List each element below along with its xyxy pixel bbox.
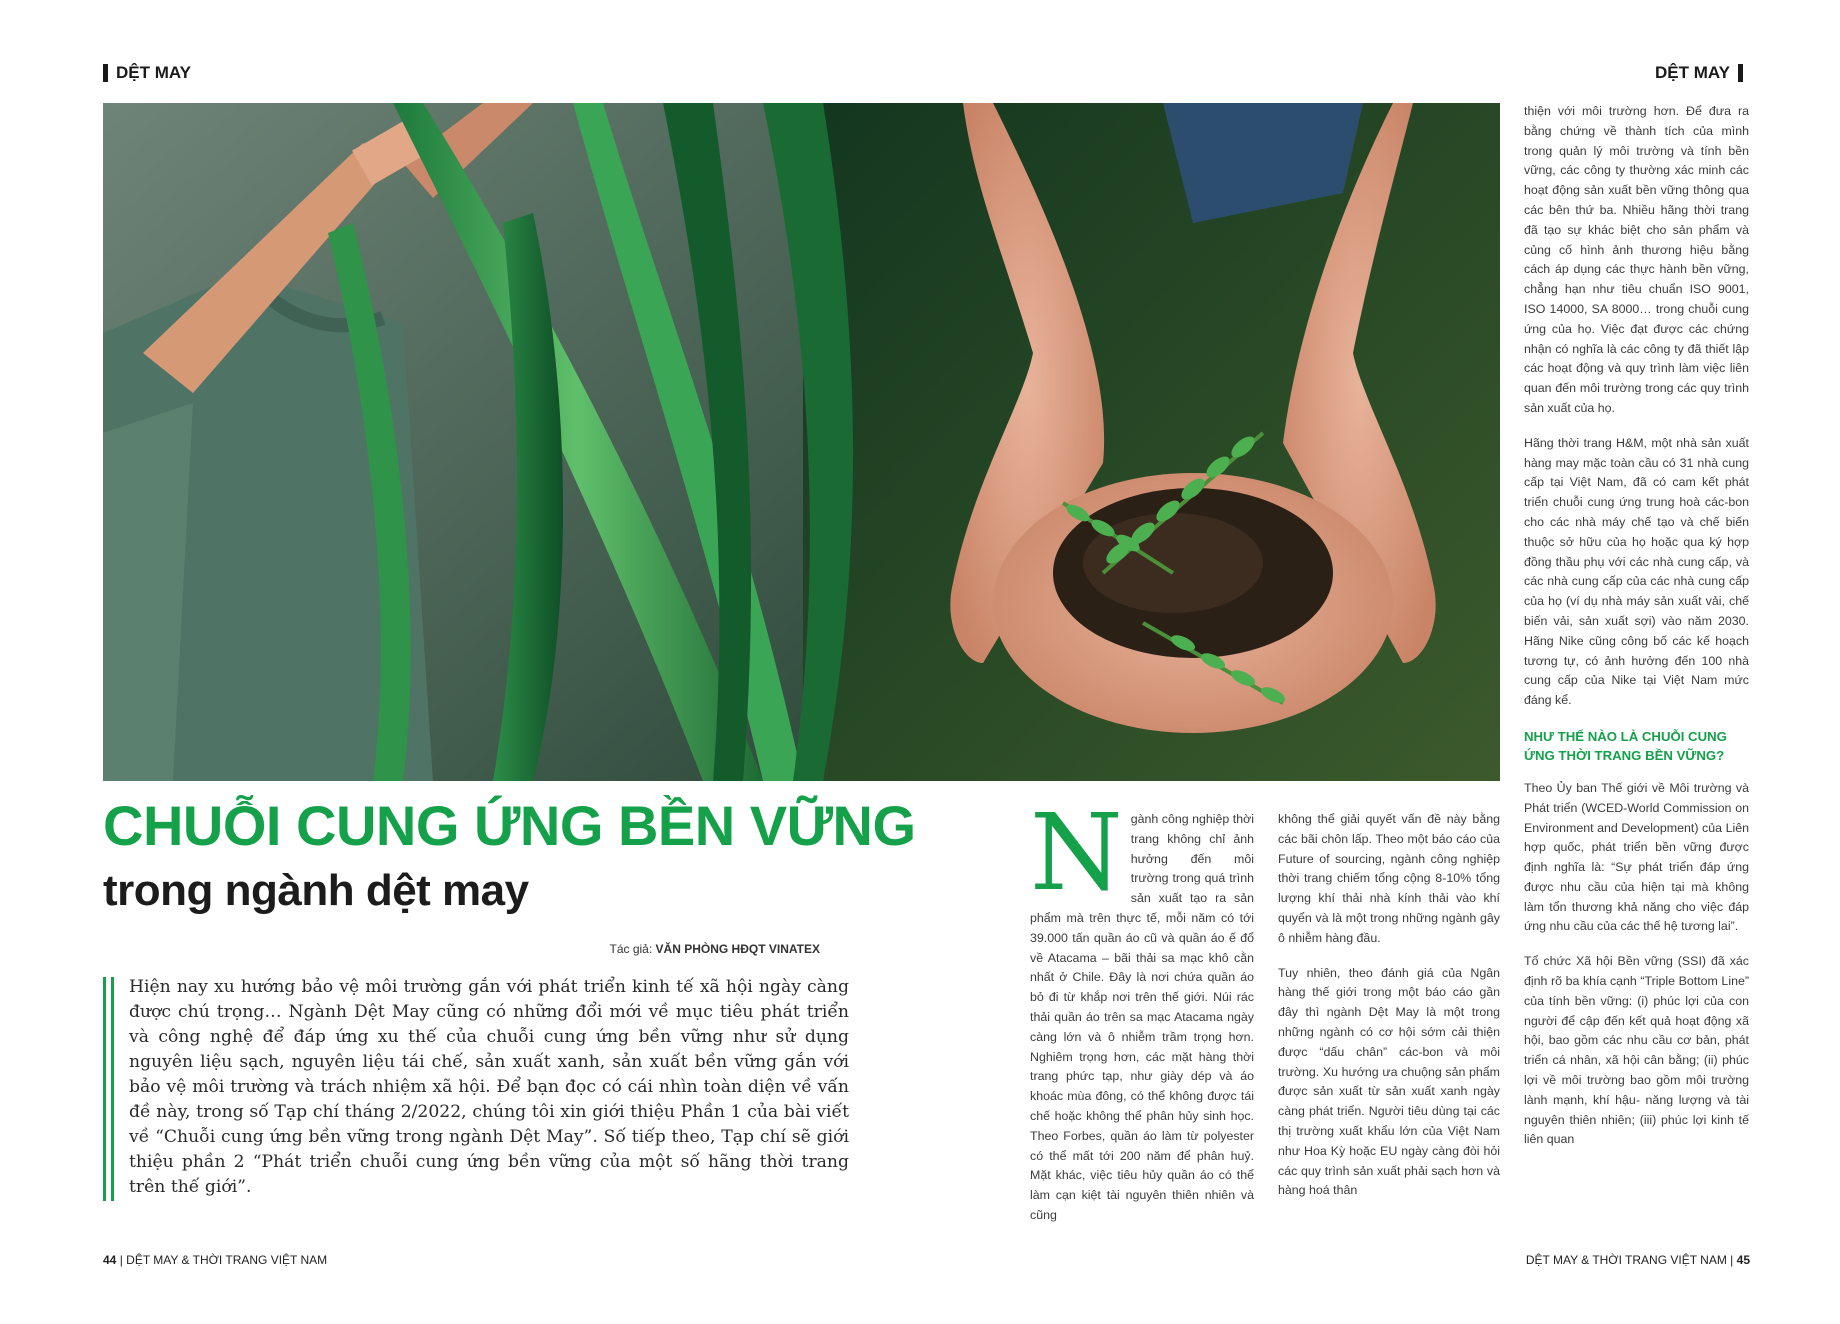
section-subhead: NHƯ THẾ NÀO LÀ CHUỖI CUNG ỨNG THỜI TRANG BỀN VỮNG? bbox=[1524, 728, 1727, 763]
tag-bar-icon bbox=[1738, 64, 1743, 82]
col3-paragraph-2: Hãng thời trang H&M, một nhà sản xuất hàng may mặc toàn cầu có 31 nhà cung cấp tại Việt Nam, đã có cam kết phát triển chuỗi cung ứng trung hoà các-bon cho các nhà máy chế tạo và chế biến thuộc sở hữu của họ hoặc qua ký hợp đồng thầu phụ với các nhà cung cấp, và các nhà cung cấp của các nhà cung cấp của họ (ví dụ nhà máy sản xuất vải, chế biến vải, sản xuất sợi) vào năm 2030. Hãng Nike cũng công bố các kế hoạch tương tự, có ảnh hưởng đến 100 nhà cung cấp của Nike tại Việt Nam mức đáng kể. bbox=[1524, 435, 1749, 708]
footer-left-text: | DỆT MAY & THỜI TRANG VIỆT NAM bbox=[119, 1253, 328, 1267]
byline-label: Tác giả: bbox=[609, 942, 653, 956]
section-tag-right bbox=[1655, 63, 1743, 83]
body-column-1 bbox=[1030, 791, 1254, 1241]
footer-right-text: DỆT MAY & THỜI TRANG VIỆT NAM | bbox=[1525, 1253, 1734, 1267]
col2-paragraph-2: Tuy nhiên, theo đánh giá của Ngân hàng thế giới trong một báo cáo gần đây thì ngành Dệt May là một trong những ngành có cơ hội sớm cải thiện được “dấu chân” các-bon và môi trường. Xu hướng ưa chuộng sản phẩm được sản xuất từ sản xuất xanh ngày càng phát triển. Người tiêu dùng tại các thị trường xuất khẩu lớn của Việt Nam như Hoa Kỳ hoặc EU ngày càng đòi hỏi các quy trình sản xuất phải sạch hơn và hàng hoá thân bbox=[1278, 965, 1500, 1198]
hero-photo bbox=[103, 103, 1500, 781]
hero-illustration bbox=[103, 103, 1500, 781]
page-number-right: 45 bbox=[1736, 1253, 1750, 1267]
byline-author: VĂN PHÒNG HĐQT VINATEX bbox=[655, 942, 820, 956]
section-tag-left bbox=[103, 63, 191, 83]
lead-bar-icon bbox=[103, 977, 114, 1201]
section-label-right: DỆT MAY bbox=[1655, 63, 1730, 82]
article-title: CHUỖI CUNG ỨNG BỀN VỮNG bbox=[103, 794, 916, 857]
body-paragraph bbox=[1030, 791, 1254, 1226]
byline bbox=[610, 942, 821, 956]
lead-paragraph: Hiện nay xu hướng bảo vệ môi trường gắn với phát triển kinh tế xã hội ngày càng được chú trọng… Ngành Dệt May cũng có những đổi mới về mục tiêu phát triển và công nghệ để đáp ứng xu thế của chuỗi cung ứng bền vững như sử dụng nguyên liệu sạch, nguyên liệu tái chế, sản xuất xanh, sản xuất bền vững gắn với bảo vệ môi trường và trách nhiệm xã hội. Để bạn đọc có cái nhìn toàn diện về vấn đề này, trong số Tạp chí tháng 2/2022, chúng tôi xin giới thiệu Phần 1 của bài viết về “Chuỗi cung ứng bền vững trong ngành Dệt May”. Số tiếp theo, Tạp chí sẽ giới thiệu phần 2 “Phát triển chuỗi cung ứng bền vững của một số hãng thời trang trên thế giới”. bbox=[129, 977, 849, 1197]
col1-paragraph-1: gành công nghiệp thời trang không chỉ ảnh hưởng đến môi trường trong quá trình sản xuất tạo ra sản phẩm mà trên thực tế, mỗi năm có tới 39.000 tấn quần áo cũ và quần áo ế đổ về Atacama – bãi thải sa mạc khô cằn nhất ở Chile. Đây là nơi chứa quần áo bỏ đi từ khắp nơi trên thế giới. Núi rác thải quần áo trên sa mạc Atacama ngày càng lớn và ô nhiễm trầm trọng hơn. Nghiêm trọng hơn, các mặt hàng thời trang phức tạp, như giày dép và áo khoác mùa đông, có thể không được tái chế hoặc không thể phân hủy sinh học. Theo Forbes, quần áo làm từ polyester có thể mất tới 200 năm để phân huỷ. Mặt khác, việc tiêu hủy quần áo có thể làm cạn kiệt tài nguyên thiên nhiên và cũng bbox=[1030, 812, 1254, 1222]
page-number-left: 44 bbox=[103, 1253, 117, 1267]
col3-paragraph-4: Tổ chức Xã hội Bền vững (SSI) đã xác định rõ ba khía cạnh “Triple Bottom Line” của tính bền vững: (i) phúc lợi của con người để cập đến kết quả hoạt động xã hội, bao gồm các nhu cầu cơ bản, phát triển cá nhân, xã hội cân bằng; (ii) phúc lợi về môi trường bao gồm môi trường lành mạnh, khí hậu- năng lượng và tài nguyên thiên nhiên; (iii) phúc lợi kinh tế liên quan bbox=[1524, 954, 1749, 1147]
col3-paragraph-1: thiện với môi trường hơn. Để đưa ra bằng chứng về thành tích của mình trong quản lý môi trường và tính bền vững, các công ty thường xác minh các hoạt động sản xuất bền vững thông qua các bên thứ ba. Nhiều hãng thời trang đã tạo sự khác biệt cho sản phẩm và củng cố hình ảnh thương hiệu bằng cách áp dụng các thực hành bền vững, chẳng hạn như tiêu chuẩn ISO 9001, ISO 14000, SA 8000… trong chuỗi cung ứng của họ. Việc đạt được các chứng nhận có nghĩa là các công ty đã thiết lập các hoạt động và quy trình làm việc liên quan đến môi trường trong các quy trình sản xuất của họ. bbox=[1524, 104, 1749, 415]
section-label-left: DỆT MAY bbox=[116, 63, 191, 82]
drop-cap: N bbox=[1030, 791, 1123, 914]
tag-bar-icon bbox=[103, 64, 108, 82]
col3-paragraph-3: Theo Ủy ban Thế giới về Môi trường và Phát triển (WCED-World Commission on Environment and Development) của Liên hợp quốc, phát triển bền vững được định nghĩa là: “Sự phát triển đáp ứng được nhu cầu của hiện tại mà không làm tổn thương khả năng cho việc đáp ứng nhu cầu của các thế hệ tương lai”. bbox=[1524, 780, 1749, 934]
article-subtitle: trong ngành dệt may bbox=[103, 866, 529, 915]
body-column-3 bbox=[1524, 102, 1749, 1165]
body-column-2 bbox=[1278, 810, 1500, 1216]
lead-block bbox=[103, 975, 849, 1200]
footer-left bbox=[103, 1253, 327, 1267]
col2-paragraph-1: không thể giải quyết vấn đề này bằng các bãi chôn lấp. Theo một báo cáo của Future of sourcing, ngành công nghiệp thời trang chiếm tổng cộng 8-10% tổng lượng khí thải nhà kính thải vào khí quyển và là một trong những ngành gây ô nhiễm hàng đầu. bbox=[1278, 812, 1500, 945]
footer-right bbox=[1526, 1253, 1750, 1267]
